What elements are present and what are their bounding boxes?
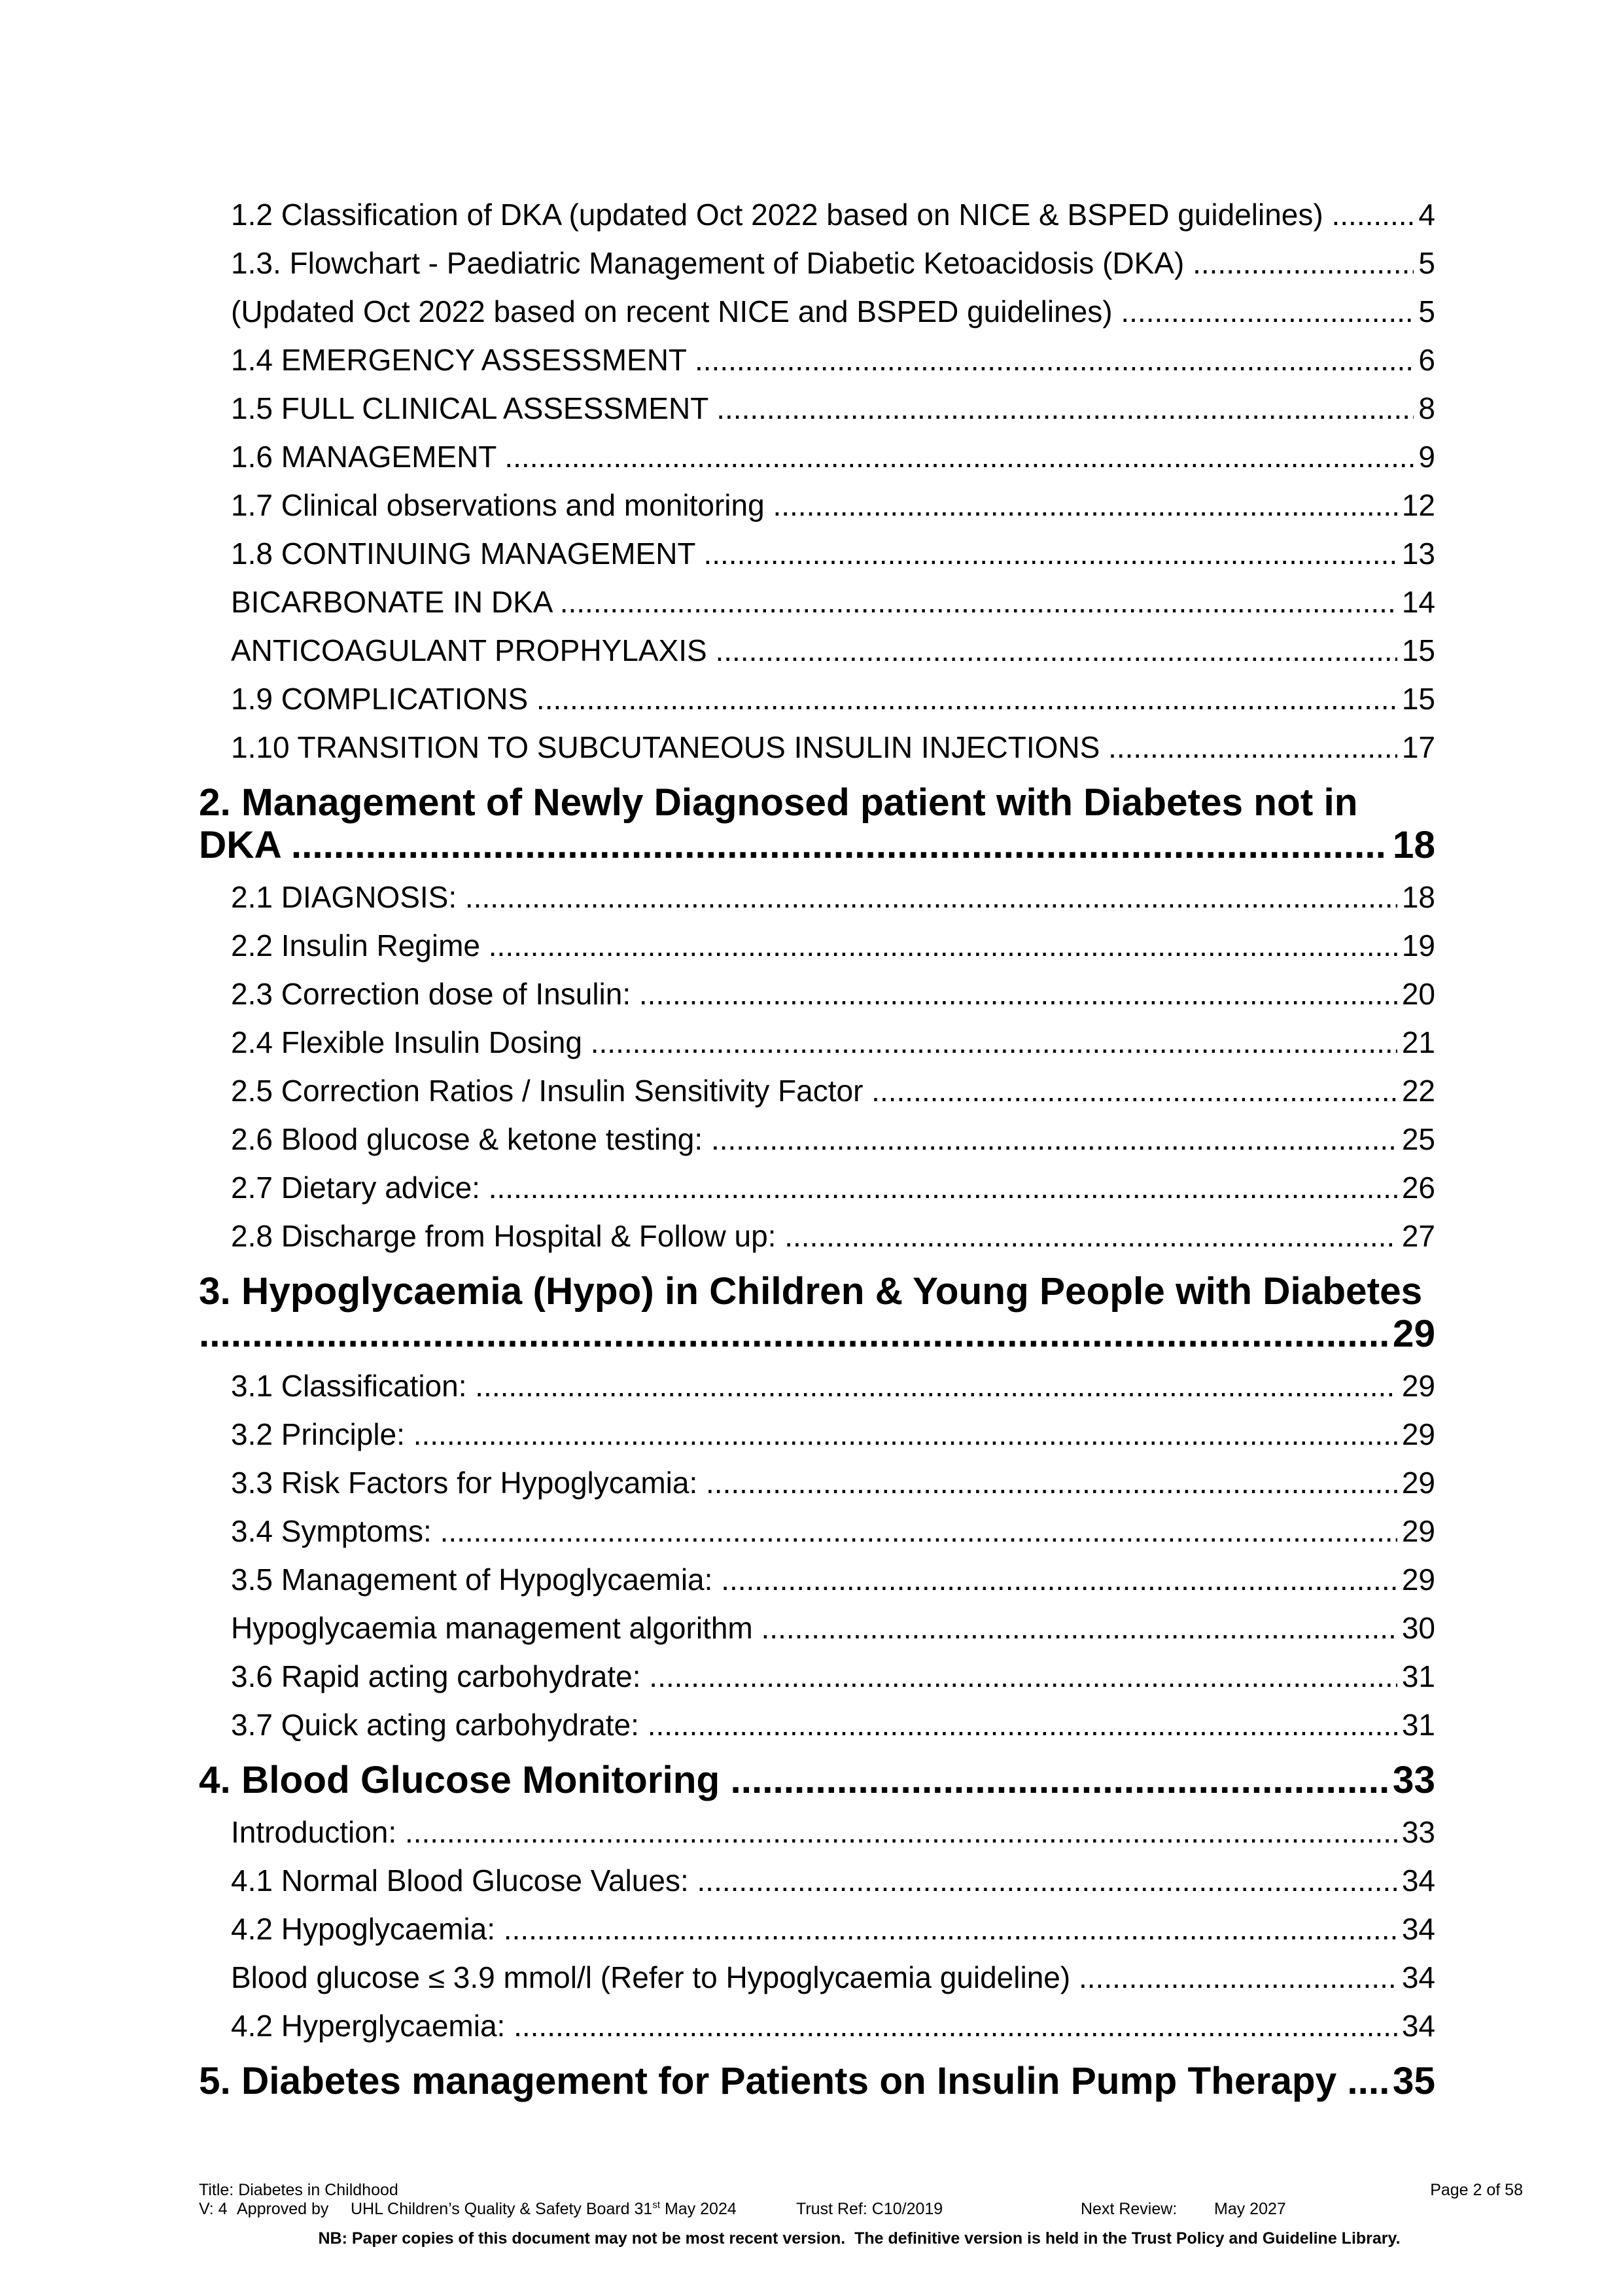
toc-entry-page: 27 [1397, 1212, 1435, 1260]
toc-entry-page: 33 [1397, 1808, 1435, 1856]
toc-entry-page: 15 [1397, 626, 1435, 675]
toc-entry-title: 4.2 Hypoglycaemia: [231, 1912, 495, 1946]
toc-entry-title: 1.4 EMERGENCY ASSESSMENT [231, 343, 687, 377]
toc-entry-title: 1.3. Flowchart - Paediatric Management of Diabetic Ketoacidosis (DKA) [231, 246, 1185, 280]
toc-entry[interactable] [231, 626, 1435, 675]
toc-entry[interactable] [231, 1067, 1435, 1115]
approval-date: May 2024 [664, 2200, 737, 2218]
toc-entry[interactable] [231, 675, 1435, 723]
toc-entry-page: 30 [1397, 1604, 1435, 1652]
toc-heading-page: 33 [1388, 1759, 1435, 1801]
dot-leader [761, 1604, 807, 1652]
toc-heading-title: 2. Management of Newly Diagnosed patient with Diabetes not in DKA [199, 781, 1358, 866]
dot-leader [199, 1313, 256, 1355]
approved-by [351, 2200, 737, 2219]
footer-row-approval [199, 2200, 1523, 2219]
dot-leader [721, 1555, 766, 1604]
toc-heading-title: 5. Diabetes management for Patients on Insulin Pump Therapy [199, 2060, 1337, 2102]
toc-entry-page: 26 [1397, 1163, 1435, 1212]
toc-entry-page: 12 [1397, 481, 1435, 529]
toc-entry[interactable] [231, 239, 1435, 287]
toc-entry-title: ANTICOAGULANT PROPHYLAXIS [231, 633, 707, 667]
toc-entry[interactable] [231, 287, 1435, 336]
dot-leader [504, 433, 550, 481]
toc-entry-page: 13 [1397, 529, 1435, 578]
dot-leader [716, 384, 761, 433]
toc-entry[interactable] [231, 481, 1435, 529]
dot-leader [703, 529, 748, 578]
toc-entry-title: 3.3 Risk Factors for Hypoglycamia: [231, 1466, 698, 1500]
toc-entry-page: 29 [1397, 1362, 1435, 1410]
toc-entry[interactable] [231, 1410, 1435, 1458]
dot-leader [639, 970, 684, 1018]
toc-entry-title: 3.2 Principle: [231, 1417, 405, 1451]
toc-entry-title: 2.6 Blood glucose & ketone testing: [231, 1122, 703, 1156]
toc-entry-page: 6 [1414, 336, 1435, 384]
toc-entry-title: 1.8 CONTINUING MANAGEMENT [231, 537, 695, 571]
dot-leader [291, 824, 349, 866]
dot-leader [697, 1856, 742, 1905]
dot-leader [489, 1163, 534, 1212]
page-number: Page 2 of 58 [1430, 2181, 1523, 2199]
toc-entry-page: 34 [1397, 1905, 1435, 1953]
toc-entry[interactable] [231, 1555, 1435, 1604]
toc-entry[interactable] [231, 1808, 1435, 1856]
toc-entry-page: 15 [1397, 675, 1435, 723]
toc-heading-title: 4. Blood Glucose Monitoring [199, 1759, 720, 1801]
dot-leader [465, 873, 510, 921]
dot-leader [1079, 1953, 1124, 2002]
toc-entry-page: 4 [1414, 190, 1435, 239]
toc-heading-page: 18 [1388, 824, 1435, 866]
toc-entry[interactable] [231, 873, 1435, 921]
toc-entry-title: 2.1 DIAGNOSIS: [231, 880, 457, 914]
paper-copy-notice: NB: Paper copies of this document may not be most recent version. The definitive version is held in the Trust Policy and Guideline Library. [318, 2229, 1401, 2248]
toc-entry[interactable] [231, 1856, 1435, 1905]
toc-entry-page: 5 [1414, 287, 1435, 336]
toc-entry[interactable] [231, 1163, 1435, 1212]
toc-entry-title: 1.5 FULL CLINICAL ASSESSMENT [231, 391, 708, 425]
toc-entry-page: 19 [1397, 921, 1435, 970]
dot-leader [648, 1701, 693, 1749]
dot-leader [1331, 190, 1376, 239]
toc-entry-page: 29 [1397, 1410, 1435, 1458]
toc-entry-title: Blood glucose ≤ 3.9 mmol/l (Refer to Hypoglycaemia guideline) [231, 1960, 1071, 1994]
toc-entry[interactable] [231, 1604, 1435, 1652]
toc-entry[interactable] [231, 2002, 1435, 2050]
toc-entry-page: 25 [1397, 1115, 1435, 1163]
toc-entry-page: 5 [1414, 239, 1435, 287]
dot-leader [773, 481, 818, 529]
dot-leader [1193, 239, 1238, 287]
toc-entry-page: 22 [1397, 1067, 1435, 1115]
toc-entry[interactable] [231, 1507, 1435, 1555]
toc-entry[interactable] [231, 1905, 1435, 1953]
dot-leader [706, 1458, 751, 1507]
toc-entry-title: 1.10 TRANSITION TO SUBCUTANEOUS INSULIN INJECTIONS [231, 730, 1100, 764]
dot-leader [784, 1212, 829, 1260]
toc-entry-page: 21 [1397, 1018, 1435, 1067]
toc-entry[interactable] [231, 336, 1435, 384]
dot-leader [871, 1067, 916, 1115]
dot-leader [440, 1507, 485, 1555]
toc-entry[interactable] [231, 190, 1435, 239]
toc-entry-page: 31 [1397, 1652, 1435, 1701]
dot-leader [560, 578, 605, 626]
toc-entry-title: 2.4 Flexible Insulin Dosing [231, 1025, 582, 1059]
trust-reference: Trust Ref: C10/2019 [796, 2200, 943, 2218]
approving-board: UHL Children’s Quality & Safety Board 31 [351, 2200, 653, 2218]
toc-entry[interactable] [231, 1953, 1435, 2002]
version: V: 4 [199, 2200, 228, 2218]
toc-entry-title: Introduction: [231, 1815, 397, 1849]
toc-entry-title: 3.7 Quick acting carbohydrate: [231, 1708, 639, 1742]
toc-entry[interactable] [231, 529, 1435, 578]
toc-entry-page: 9 [1414, 433, 1435, 481]
toc-entry-page: 20 [1397, 970, 1435, 1018]
toc-entry-title: 2.2 Insulin Regime [231, 928, 480, 963]
date-ordinal-suffix: st [652, 2199, 661, 2211]
toc-entry[interactable] [231, 384, 1435, 433]
toc-entry-title: 2.8 Discharge from Hospital & Follow up: [231, 1219, 777, 1253]
toc-entry[interactable] [231, 921, 1435, 970]
toc-entry-page: 17 [1397, 723, 1435, 771]
toc-entry-title: 1.6 MANAGEMENT [231, 440, 497, 474]
dot-leader [504, 1905, 549, 1953]
toc-entry-page: 34 [1397, 1953, 1435, 2002]
toc-entry-title: 1.7 Clinical observations and monitoring [231, 488, 765, 522]
toc-entry-page: 31 [1397, 1701, 1435, 1749]
toc-heading-page: 35 [1388, 2060, 1435, 2102]
dot-leader [715, 626, 760, 675]
toc-entry-title: 1.9 COMPLICATIONS [231, 682, 529, 716]
toc-entry-page: 34 [1397, 1856, 1435, 1905]
dot-leader [731, 1759, 788, 1801]
page-footer [199, 2181, 1523, 2253]
toc-entry-title: 3.6 Rapid acting carbohydrate: [231, 1659, 641, 1693]
table-of-contents [199, 190, 1435, 2109]
toc-section-heading[interactable] [199, 781, 1435, 866]
toc-entry[interactable] [231, 433, 1435, 481]
toc-section-heading[interactable] [199, 1759, 1435, 1801]
toc-entry-page: 29 [1397, 1507, 1435, 1555]
dot-leader [413, 1410, 459, 1458]
toc-entry-title: 3.4 Symptoms: [231, 1514, 432, 1548]
dot-leader [514, 2002, 559, 2050]
toc-entry-title: 4.2 Hyperglycaemia: [231, 2009, 506, 2043]
toc-entry-title: 3.1 Classification: [231, 1369, 467, 1403]
toc-entry-title: 2.3 Correction dose of Insulin: [231, 977, 631, 1011]
dot-leader [475, 1362, 520, 1410]
toc-entry-page: 14 [1397, 578, 1435, 626]
toc-entry-title: 1.2 Classification of DKA (updated Oct 2022 based on NICE & BSPED guidelines) [231, 198, 1323, 232]
toc-entry-title: (Updated Oct 2022 based on recent NICE and BSPED guidelines) [231, 294, 1113, 328]
dot-leader [649, 1652, 694, 1701]
toc-heading-page: 29 [1388, 1313, 1435, 1355]
toc-entry-title: 2.7 Dietary advice: [231, 1171, 480, 1205]
toc-entry-page: 8 [1414, 384, 1435, 433]
next-review-date: May 2027 [1214, 2200, 1286, 2218]
toc-section-heading[interactable] [199, 1270, 1435, 1355]
toc-entry-page: 29 [1397, 1458, 1435, 1507]
toc-entry[interactable] [231, 723, 1435, 771]
dot-leader [1108, 723, 1153, 771]
toc-entry-page: 18 [1397, 873, 1435, 921]
dot-leader [711, 1115, 756, 1163]
toc-entry[interactable] [231, 1212, 1435, 1260]
toc-entry-title: 3.5 Management of Hypoglycaemia: [231, 1563, 713, 1597]
toc-entry[interactable] [231, 1115, 1435, 1163]
toc-entry-title: Hypoglycaemia management algorithm [231, 1611, 753, 1645]
toc-section-heading[interactable] [199, 2060, 1435, 2102]
dot-leader [591, 1018, 636, 1067]
dot-leader [1121, 287, 1166, 336]
dot-leader [695, 336, 740, 384]
footer-row-title [199, 2181, 1523, 2200]
toc-entry[interactable] [231, 970, 1435, 1018]
approved-by-label: Approved by [237, 2200, 329, 2218]
toc-entry[interactable] [231, 1458, 1435, 1507]
toc-entry-page: 29 [1397, 1555, 1435, 1604]
document-title: Title: Diabetes in Childhood [199, 2181, 398, 2199]
toc-entry-title: 2.5 Correction Ratios / Insulin Sensitivity Factor [231, 1074, 864, 1108]
toc-entry[interactable] [231, 1701, 1435, 1749]
toc-entry[interactable] [231, 1652, 1435, 1701]
toc-heading-title: 3. Hypoglycaemia (Hypo) in Children & Young People with Diabetes [199, 1270, 1423, 1313]
toc-entry-title: BICARBONATE IN DKA [231, 585, 551, 619]
toc-entry[interactable] [231, 1362, 1435, 1410]
dot-leader [536, 675, 582, 723]
toc-entry-title: 4.1 Normal Blood Glucose Values: [231, 1863, 689, 1898]
toc-entry-page: 34 [1397, 2002, 1435, 2050]
dot-leader [489, 921, 534, 970]
toc-entry[interactable] [231, 578, 1435, 626]
dot-leader [405, 1808, 450, 1856]
next-review-label: Next Review: [1081, 2200, 1178, 2218]
toc-entry[interactable] [231, 1018, 1435, 1067]
